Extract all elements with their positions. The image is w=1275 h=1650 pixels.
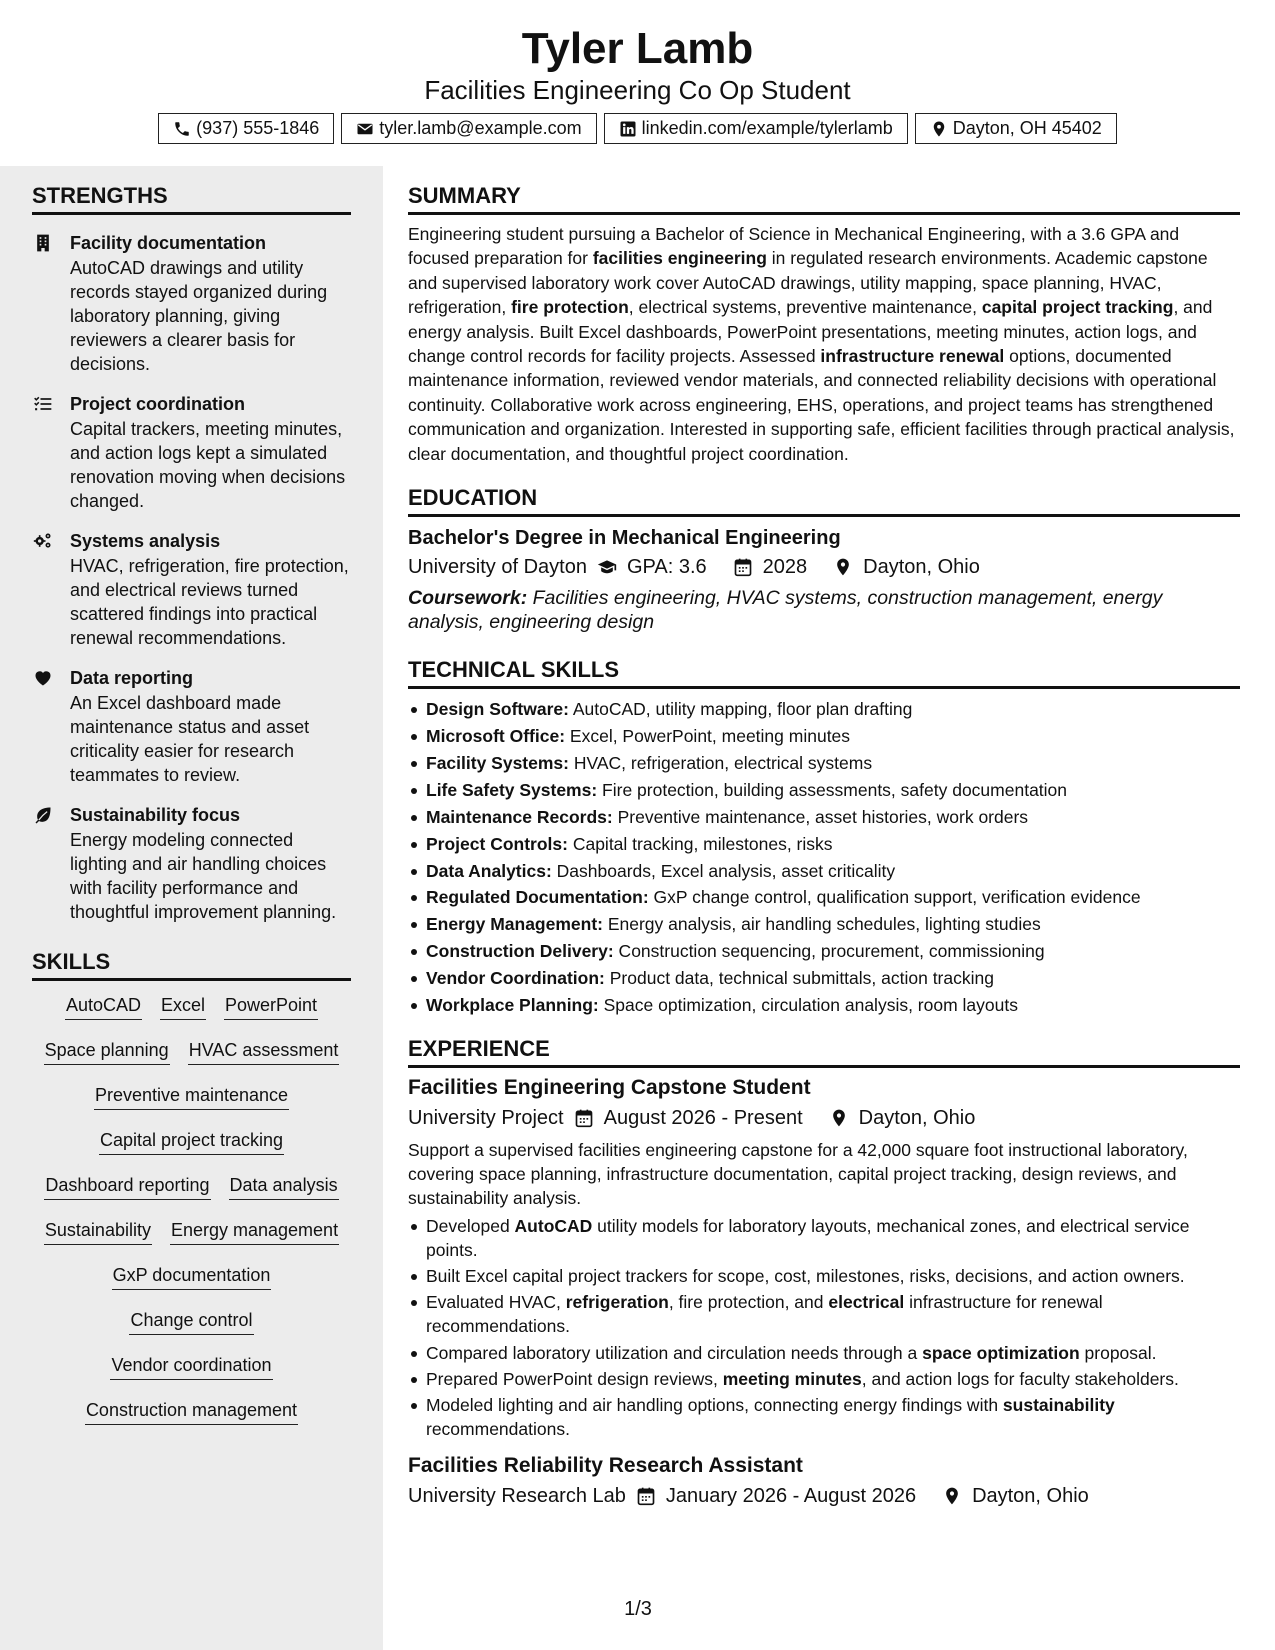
text-run: Developed — [426, 1215, 515, 1236]
technical-skill-value: Space optimization, circulation analysis, room layouts — [598, 995, 1018, 1016]
skill-tag: Dashboard reporting — [44, 1173, 210, 1200]
emphasis-text: electrical — [828, 1292, 905, 1313]
technical-skill-label: Life Safety Systems: — [426, 779, 598, 800]
map-pin-icon — [942, 1486, 962, 1506]
leaf-icon — [32, 805, 54, 825]
technical-skill-value: GxP change control, qualification support, verification evidence — [648, 887, 1141, 908]
technical-skill-label: Data Analytics: — [426, 860, 552, 881]
job-entry — [408, 1452, 1240, 1510]
skill-tag: Sustainability — [44, 1218, 152, 1245]
technical-skill-item — [408, 723, 1240, 750]
technical-skill-label: Workplace Planning: — [426, 995, 599, 1016]
text-run: proposal. — [1079, 1342, 1157, 1363]
technical-skill-item — [408, 831, 1240, 858]
strength-desc: An Excel dashboard made maintenance status and asset criticality easier for research teammates to review. — [70, 693, 310, 785]
contact-linkedin-text: linkedin.com/example/tylerlamb — [641, 118, 893, 138]
text-run: Engineering student pursuing a Bachelor of Science in Mechanical Engineering, with a 3.6 GPA and focused preparation for — [408, 224, 1180, 269]
technical-skill-item — [408, 777, 1240, 804]
strength-desc: HVAC, refrigeration, fire protection, and electrical reviews turned scattered findings into practical renewal recommendations. — [70, 556, 349, 648]
contact-linkedin[interactable] — [604, 113, 908, 144]
strength-item — [32, 231, 351, 376]
experience-heading: EXPERIENCE — [408, 1035, 1240, 1068]
text-run: Evaluated HVAC, — [426, 1292, 566, 1313]
summary-heading: SUMMARY — [408, 182, 1240, 215]
text-run: options, documented maintenance information, reviewed vendor materials, and connected reliability decisions with operational continuity. Collaborative work across engineering, EHS, operations, and project teams has strengthened communication and organization. Interested in supporting safe, efficient facilities through practical analysis, clear documentation, and thoughtful project coordination. — [408, 346, 1235, 464]
text-run: Built Excel capital project trackers for scope, cost, milestones, risks, decisions, and action owners. — [426, 1265, 1185, 1286]
heart-icon — [32, 668, 54, 688]
envelope-icon — [356, 120, 374, 138]
job-location: Dayton, Ohio — [858, 1106, 976, 1129]
main-content — [408, 166, 1240, 1510]
skill-row — [32, 1218, 351, 1263]
job-meta — [408, 1104, 1240, 1132]
education-location: Dayton, Ohio — [863, 556, 980, 579]
technical-skill-label: Construction Delivery: — [426, 941, 614, 962]
technical-skill-label: Microsoft Office: — [426, 725, 566, 746]
graduation-cap-icon — [597, 557, 617, 577]
school-name: University of Dayton — [408, 556, 587, 579]
map-pin-icon — [833, 557, 853, 577]
job-location: Dayton, Ohio — [972, 1485, 1089, 1508]
technical-skill-value: Product data, technical submittals, action tracking — [604, 968, 994, 989]
emphasis-text: capital project tracking — [981, 297, 1174, 318]
text-run: Compared laboratory utilization and circulation needs through a — [426, 1342, 923, 1363]
phone-icon — [173, 120, 191, 138]
strength-desc: Energy modeling connected lighting and air handling choices with facility performance and thoughtful improvement planning. — [70, 830, 337, 922]
coursework-label: Coursework: — [408, 587, 528, 610]
strength-title: Sustainability focus — [70, 805, 241, 825]
contact-email-text: tyler.lamb@example.com — [379, 118, 582, 138]
degree-title: Bachelor's Degree in Mechanical Engineering — [408, 527, 841, 550]
emphasis-text: AutoCAD — [514, 1215, 593, 1236]
skill-row — [32, 1038, 351, 1083]
skills-heading: SKILLS — [32, 948, 351, 981]
strengths-heading: STRENGTHS — [32, 182, 351, 215]
gpa: GPA: 3.6 — [626, 556, 707, 579]
candidate-title: Facilities Engineering Co Op Student — [424, 75, 851, 105]
skill-tag: GxP documentation — [112, 1263, 272, 1290]
technical-skill-item — [408, 992, 1240, 1019]
job-title: Facilities Engineering Capstone Student — [408, 1075, 811, 1099]
job-bullet — [408, 1214, 1240, 1262]
emphasis-text: space optimization — [922, 1342, 1080, 1363]
strength-title: Data reporting — [70, 668, 194, 688]
map-pin-icon — [930, 120, 948, 138]
calendar-icon — [733, 557, 753, 577]
text-run: , fire protection, and — [668, 1292, 829, 1313]
technical-skill-value: Construction sequencing, procurement, commissioning — [613, 941, 1045, 962]
strength-item — [32, 392, 351, 513]
candidate-name: Tyler Lamb — [521, 24, 754, 73]
coursework — [408, 586, 1240, 634]
building-icon — [32, 233, 54, 253]
skill-tag: Data analysis — [229, 1173, 339, 1200]
skill-tag: PowerPoint — [224, 993, 318, 1020]
skills-list — [32, 993, 351, 1443]
technical-skill-value: Preventive maintenance, asset histories, work orders — [612, 806, 1029, 827]
contact-location — [915, 113, 1117, 144]
technical-skill-label: Maintenance Records: — [426, 806, 613, 827]
technical-skill-item — [408, 911, 1240, 938]
gears-icon — [32, 531, 54, 551]
text-run: infrastructure for renewal recommendations. — [426, 1292, 1103, 1337]
skill-row — [32, 993, 351, 1038]
skill-tag: Excel — [160, 993, 206, 1020]
skill-tag: Vendor coordination — [110, 1353, 272, 1380]
graduation-year: 2028 — [762, 556, 808, 579]
technical-skill-value: Fire protection, building assessments, safety documentation — [597, 779, 1068, 800]
job-title: Facilities Reliability Research Assistant — [408, 1454, 803, 1478]
technical-skills-heading: TECHNICAL SKILLS — [408, 656, 1240, 689]
contact-location-text: Dayton, OH 45402 — [952, 118, 1102, 138]
job-dates: August 2026 - Present — [603, 1106, 803, 1129]
text-run: Prepared PowerPoint design reviews, — [426, 1368, 723, 1389]
emphasis-text: sustainability — [1002, 1394, 1115, 1415]
emphasis-text: facilities engineering — [592, 248, 767, 269]
education-heading: EDUCATION — [408, 484, 1240, 517]
strength-title: Project coordination — [70, 394, 246, 414]
text-run: in regulated research environments. Academic capstone and supervised laboratory work cover AutoCAD drawings, utility mapping, space planning, HVAC, refrigeration, — [408, 248, 1208, 318]
technical-skills-list — [408, 696, 1240, 1019]
job-dates: January 2026 - August 2026 — [665, 1485, 917, 1508]
skill-row — [32, 1308, 351, 1353]
technical-skill-value: Capital tracking, milestones, risks — [567, 833, 833, 854]
technical-skill-value: HVAC, refrigeration, electrical systems — [568, 752, 873, 773]
job-org: University Project — [408, 1106, 564, 1129]
strength-item — [32, 666, 351, 787]
strength-title: Systems analysis — [70, 531, 221, 551]
technical-skill-label: Project Controls: — [426, 833, 568, 854]
job-bullet — [408, 1290, 1240, 1338]
technical-skill-value: Energy analysis, air handling schedules, lighting studies — [602, 914, 1041, 935]
skill-tag: Space planning — [44, 1038, 170, 1065]
technical-skill-label: Facility Systems: — [426, 752, 569, 773]
skill-tag: Construction management — [85, 1398, 298, 1425]
text-run: , and action logs for faculty stakeholders. — [861, 1368, 1179, 1389]
contact-phone[interactable] — [158, 113, 334, 144]
skill-row — [32, 1398, 351, 1443]
skill-row — [32, 1083, 351, 1128]
text-run: , and energy analysis. Built Excel dashboards, PowerPoint presentations, meeting minutes, action logs, and change control records for facility projects. Assessed — [408, 297, 1213, 367]
job-meta — [408, 1482, 1240, 1510]
skill-row — [32, 1128, 351, 1173]
job-description: Support a supervised facilities engineering capstone for a 42,000 square foot instructional laboratory, covering space planning, infrastructure documentation, capital project tracking, design reviews, and sustainability analysis. — [408, 1139, 1188, 1209]
strength-desc: AutoCAD drawings and utility records stayed organized during laboratory planning, giving reviewers a clearer basis for decisions. — [70, 258, 328, 374]
technical-skill-label: Design Software: — [426, 699, 569, 720]
job-org: University Research Lab — [408, 1485, 626, 1508]
map-pin-icon — [829, 1108, 849, 1128]
strength-desc: Capital trackers, meeting minutes, and action logs kept a simulated renovation moving when decisions changed. — [70, 419, 346, 511]
resume-header — [0, 0, 1275, 166]
technical-skill-item — [408, 750, 1240, 777]
emphasis-text: fire protection — [511, 297, 629, 318]
text-run: Modeled lighting and air handling options, connecting energy findings with — [426, 1394, 1003, 1415]
strength-item — [32, 529, 351, 650]
job-bullets — [408, 1214, 1240, 1442]
calendar-icon — [574, 1108, 594, 1128]
checklist-icon — [32, 394, 54, 414]
technical-skill-item — [408, 858, 1240, 885]
skill-row — [32, 1353, 351, 1398]
technical-skill-item — [408, 938, 1240, 965]
skill-tag: Preventive maintenance — [94, 1083, 289, 1110]
strength-title: Facility documentation — [70, 233, 267, 253]
skill-tag: Capital project tracking — [99, 1128, 284, 1155]
job-bullet — [408, 1393, 1240, 1441]
job-bullet — [408, 1264, 1240, 1288]
skill-row — [32, 1173, 351, 1218]
emphasis-text: refrigeration — [565, 1292, 669, 1313]
contact-email[interactable] — [341, 113, 596, 144]
technical-skill-value: AutoCAD, utility mapping, floor plan drafting — [568, 699, 913, 720]
job-bullet — [408, 1367, 1240, 1391]
education-meta — [408, 553, 1240, 581]
coursework-text: Facilities engineering, HVAC systems, construction management, energy analysis, engineering design — [408, 587, 1163, 634]
text-run: utility models for laboratory layouts, mechanical zones, and electrical service points. — [426, 1215, 1190, 1260]
summary-text — [408, 222, 1240, 466]
technical-skill-item — [408, 804, 1240, 831]
strength-item — [32, 803, 351, 924]
skill-row — [32, 1263, 351, 1308]
contact-phone-text: (937) 555-1846 — [196, 118, 320, 138]
emphasis-text: meeting minutes — [722, 1368, 862, 1389]
technical-skill-label: Regulated Documentation: — [426, 887, 649, 908]
technical-skill-value: Excel, PowerPoint, meeting minutes — [565, 725, 851, 746]
skill-tag: AutoCAD — [65, 993, 142, 1020]
technical-skill-label: Energy Management: — [426, 914, 603, 935]
text-run: recommendations. — [426, 1419, 570, 1440]
job-entry — [408, 1074, 1240, 1441]
job-bullet — [408, 1341, 1240, 1365]
technical-skill-label: Vendor Coordination: — [426, 968, 605, 989]
technical-skill-item — [408, 965, 1240, 992]
emphasis-text: infrastructure renewal — [820, 346, 1005, 367]
skill-tag: Energy management — [170, 1218, 339, 1245]
contact-bar — [0, 113, 1275, 144]
page-number: 1/3 — [624, 1598, 652, 1620]
technical-skill-item — [408, 696, 1240, 723]
calendar-icon — [636, 1486, 656, 1506]
linkedin-icon — [619, 120, 637, 138]
skill-tag: Change control — [129, 1308, 253, 1335]
text-run: , electrical systems, preventive maintenance, — [628, 297, 982, 318]
sidebar — [0, 166, 383, 1650]
technical-skill-value: Dashboards, Excel analysis, asset criticality — [551, 860, 896, 881]
skill-tag: HVAC assessment — [188, 1038, 340, 1065]
technical-skill-item — [408, 884, 1240, 911]
